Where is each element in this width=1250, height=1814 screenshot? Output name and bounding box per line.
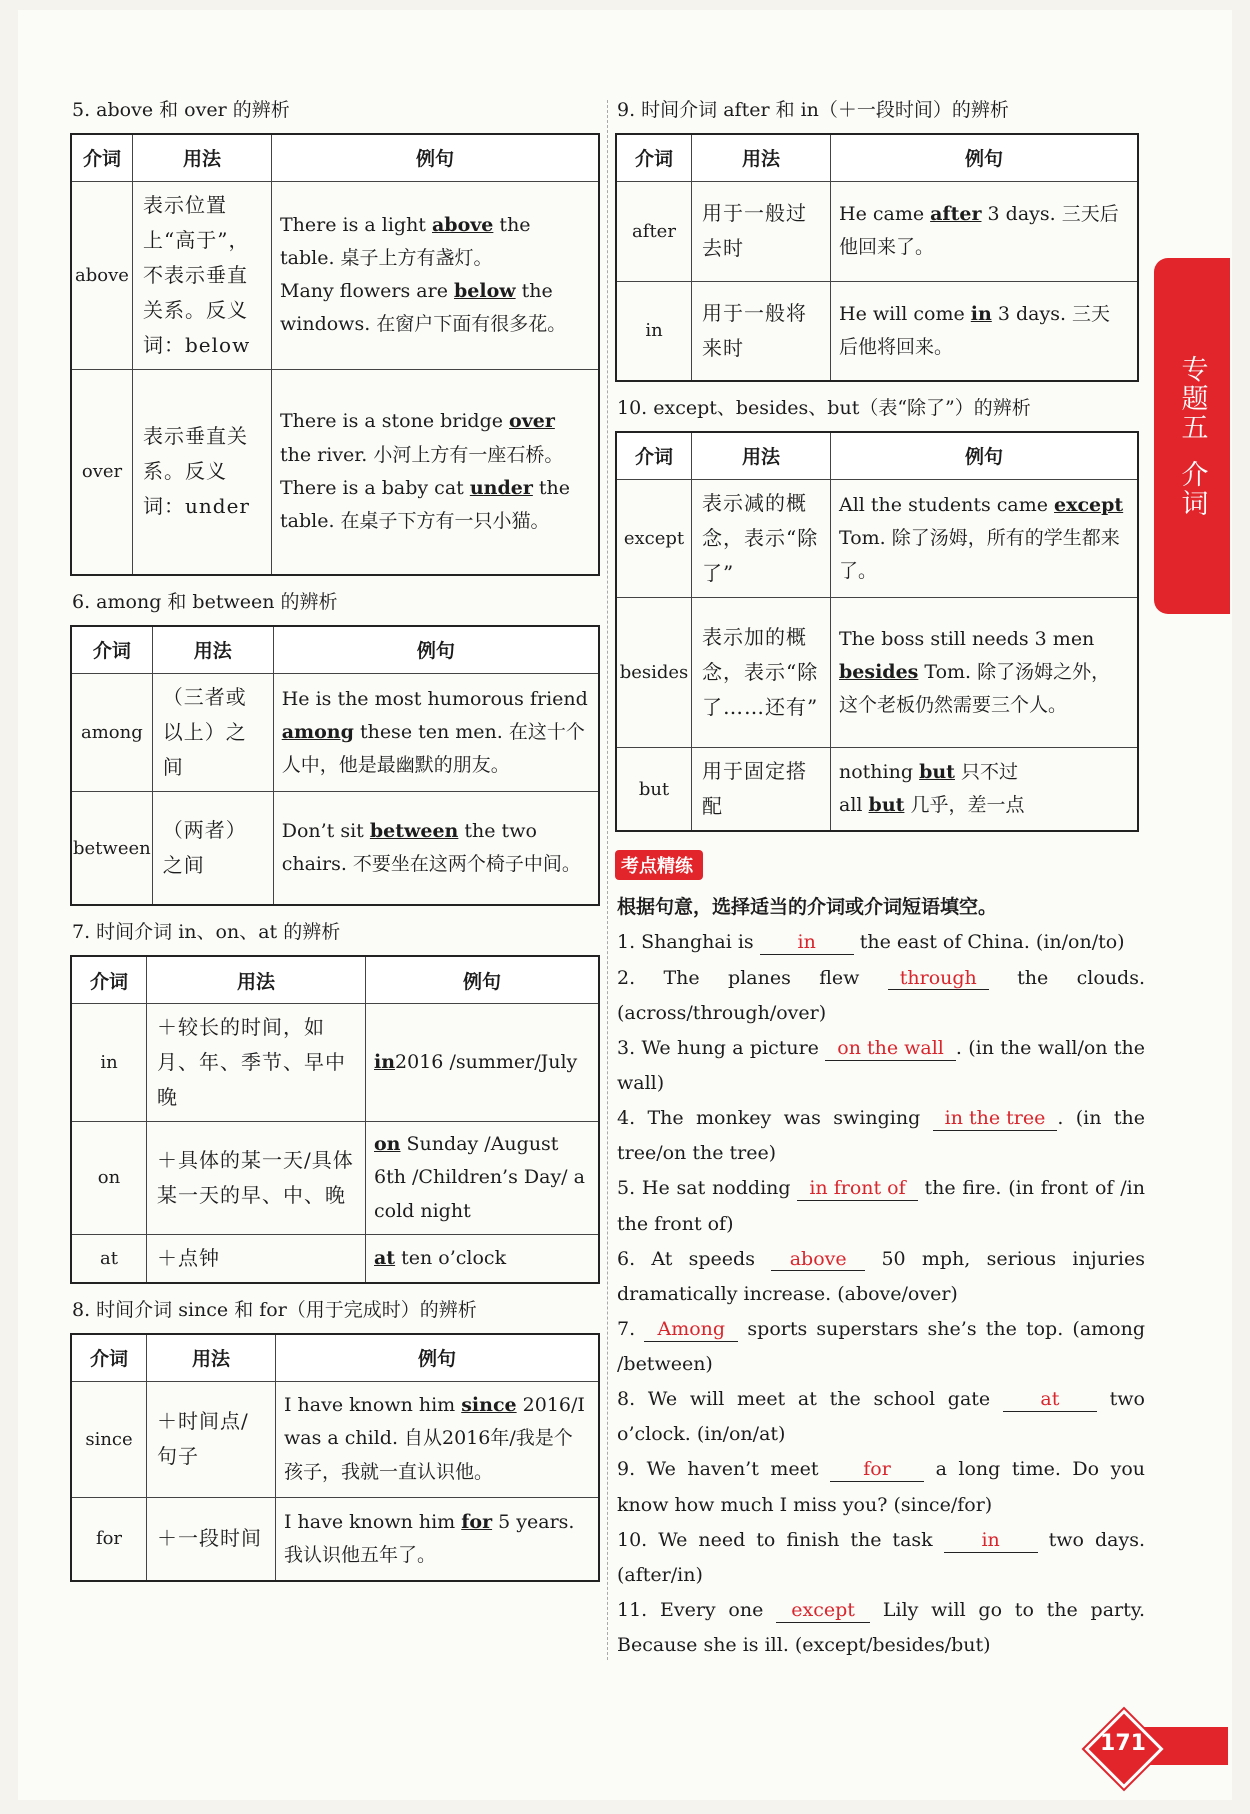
table-row (616, 747, 1138, 831)
header-prep: 介词 (616, 134, 692, 182)
prep-cell: on (71, 1122, 147, 1235)
answer-blank: above (771, 1248, 865, 1272)
table-row (71, 369, 599, 575)
example-cell: He came after 3 days. 三天后他回来了。 (831, 181, 1139, 281)
section-8-title: 8. 时间介词 since 和 for（用于完成时）的辨析 (72, 1298, 477, 1321)
usage-cell: 表示减的概念，表示“除了” (692, 479, 831, 597)
header-prep: 介词 (71, 1334, 147, 1382)
header-example: 例句 (831, 432, 1139, 480)
keyword: under (469, 476, 533, 499)
chapter-tab-subject: 介词 (1176, 459, 1208, 518)
keyword: on (374, 1133, 401, 1156)
left-column (70, 98, 600, 1596)
example-cell: All the students came except Tom. 除了汤姆，所有的学生都来了。 (831, 479, 1139, 597)
keyword: besides (839, 660, 919, 683)
section-10-title: 10. except、besides、but（表“除了”）的辨析 (617, 397, 1031, 420)
section-9-table (615, 133, 1139, 383)
header-usage: 用法 (147, 956, 366, 1004)
question-item: 10. We need to finish the task in two days. (after/in) (617, 1528, 1145, 1586)
column-divider (607, 100, 608, 1660)
chapter-side-tab (1154, 258, 1230, 614)
prep-cell: over (71, 369, 133, 575)
usage-cell: ＋时间点/句子 (147, 1381, 276, 1497)
prep-cell: besides (616, 597, 692, 747)
question-item: 3. We hung a picture on the wall . (in the wall/on the wall) (617, 1036, 1145, 1094)
example-cell: in2016 /summer/July (366, 1004, 600, 1122)
example-cell: He will come in 3 days. 三天后他将回来。 (831, 281, 1139, 381)
answer-blank: Among (644, 1318, 738, 1342)
question-item: 11. Every one except Lily will go to the party. Because she is ill. (except/besides/but) (617, 1599, 1145, 1657)
page-number-badge (1088, 1715, 1228, 1777)
keyword: between (369, 819, 459, 842)
answer-blank: at (1003, 1388, 1097, 1412)
example-cell: There is a light above the table. 桌子上方有盏灯。 Many flowers are below the windows. 在窗户下面有很多花。 (272, 181, 600, 369)
keyword: above (431, 213, 494, 236)
section-5-table (70, 133, 600, 577)
keyword: in (970, 302, 992, 325)
table-row (71, 1497, 599, 1581)
keyword: among (281, 720, 354, 743)
example-cell: on Sunday /August 6th /Children’s Day/ a cold night (366, 1122, 600, 1235)
prep-cell: since (71, 1381, 147, 1497)
table-header-row (71, 956, 599, 1004)
section-5-title: 5. above 和 over 的辨析 (72, 99, 290, 121)
usage-cell: ＋一段时间 (147, 1497, 276, 1581)
answer-blank: for (830, 1458, 924, 1482)
usage-cell: ＋较长的时间，如月、年、季节、早中晚 (147, 1004, 366, 1122)
table-row (616, 479, 1138, 597)
answer-blank: in (760, 931, 854, 955)
header-prep: 介词 (71, 626, 152, 674)
header-usage: 用法 (133, 134, 272, 182)
keyword: except (1054, 493, 1124, 516)
table-row (616, 181, 1138, 281)
prep-cell: except (616, 479, 692, 597)
keyword: in (374, 1050, 396, 1073)
question-item: 2. The planes flew through the clouds. (across/through/over) (617, 966, 1146, 1024)
header-example: 例句 (273, 626, 599, 674)
keyword: since (461, 1394, 517, 1417)
question-item: 1. Shanghai is in the east of China. (in/on/to) (617, 931, 1125, 954)
question-item: 9. We haven’t meet for a long time. Do you know how much I miss you? (since/for) (617, 1458, 1145, 1516)
answer-blank: in (944, 1529, 1038, 1553)
usage-cell: 表示位置上“高于”，不表示垂直关系。反义词：below (133, 181, 272, 369)
table-row (71, 791, 599, 905)
section-8-table (70, 1333, 600, 1583)
chapter-tab-topic: 专题五 (1176, 354, 1208, 442)
question-item: 5. He sat nodding in front of the fire. (in front of /in the front of) (617, 1177, 1145, 1235)
header-prep: 介词 (71, 956, 147, 1004)
example-cell: There is a stone bridge over the river. 小河上方有一座石桥。 There is a baby cat under the table. 在桌子下方有一只小猫。 (272, 369, 600, 575)
prep-cell: for (71, 1497, 147, 1581)
right-column (615, 98, 1145, 1663)
example-cell: I have known him since 2016/I was a child. 自从2016年/我是个孩子，我就一直认识他。 (276, 1381, 600, 1497)
usage-cell: 表示垂直关系。反义词：under (133, 369, 272, 575)
table-header-row (71, 1334, 599, 1382)
example-cell: Don’t sit between the two chairs. 不要坐在这两个椅子中间。 (273, 791, 599, 905)
keyword: but (919, 760, 955, 783)
answer-blank: except (776, 1599, 870, 1623)
section-7-title: 7. 时间介词 in、on、at 的辨析 (72, 921, 341, 944)
header-prep: 介词 (616, 432, 692, 480)
prep-cell: but (616, 747, 692, 831)
keyword: below (453, 280, 516, 303)
table-row (71, 673, 599, 791)
section-10-table (615, 431, 1139, 833)
header-example: 例句 (276, 1334, 600, 1382)
header-usage: 用法 (692, 134, 831, 182)
example-cell: The boss still needs 3 men besides Tom. 除了汤姆之外，这个老板仍然需要三个人。 (831, 597, 1139, 747)
answer-blank: on the wall (825, 1037, 956, 1061)
usage-cell: （两者）之间 (152, 791, 273, 905)
usage-cell: ＋具体的某一天/具体某一天的早、中、晚 (147, 1122, 366, 1235)
question-item: 7. Among sports superstars she’s the top. (among /between) (617, 1317, 1146, 1376)
header-example: 例句 (272, 134, 600, 182)
header-prep: 介词 (71, 134, 133, 182)
question-item: 8. We will meet at the school gate at two o’clock. (in/on/at) (617, 1388, 1145, 1446)
example-cell: nothing but 只不过 all but 几乎，差一点 (831, 747, 1139, 831)
table-header-row (71, 134, 599, 182)
question-item: 4. The monkey was swinging in the tree . (in the tree/on the tree) (617, 1107, 1145, 1165)
table-row (71, 1234, 599, 1283)
section-6-title: 6. among 和 between 的辨析 (72, 591, 338, 614)
keyword: after (930, 202, 982, 225)
table-row (71, 181, 599, 369)
prep-cell: between (71, 791, 152, 905)
table-row (71, 1004, 599, 1122)
keyword: over (509, 410, 555, 433)
keyword: for (461, 1510, 493, 1533)
usage-cell: ＋点钟 (147, 1234, 366, 1283)
header-usage: 用法 (692, 432, 831, 480)
usage-cell: 用于固定搭配 (692, 747, 831, 831)
prep-cell: after (616, 181, 692, 281)
prep-cell: in (71, 1004, 147, 1122)
page-number: 171 (1100, 1731, 1146, 1756)
table-header-row (616, 134, 1138, 182)
table-row (71, 1381, 599, 1497)
keyword: but (868, 794, 905, 817)
keyword: at (374, 1246, 396, 1269)
table-row (616, 597, 1138, 747)
prep-cell: in (616, 281, 692, 381)
section-9-title: 9. 时间介词 after 和 in（＋一段时间）的辨析 (617, 99, 1009, 121)
section-7-table (70, 955, 600, 1284)
example-cell: He is the most humorous friend among these ten men. 在这十个人中，他是最幽默的朋友。 (273, 673, 599, 791)
header-usage: 用法 (147, 1334, 276, 1382)
usage-cell: 用于一般过去时 (692, 181, 831, 281)
header-example: 例句 (366, 956, 600, 1004)
prep-cell: among (71, 673, 152, 791)
header-example: 例句 (831, 134, 1139, 182)
answer-blank: in front of (797, 1177, 917, 1201)
answer-blank: through (888, 967, 989, 991)
table-header-row (616, 432, 1138, 480)
usage-cell: 表示加的概念，表示“除了……还有” (692, 597, 831, 747)
prep-cell: above (71, 181, 133, 369)
table-row (71, 1122, 599, 1235)
answer-blank: in the tree (933, 1107, 1058, 1131)
header-usage: 用法 (152, 626, 273, 674)
usage-cell: 用于一般将来时 (692, 281, 831, 381)
prep-cell: at (71, 1234, 147, 1283)
question-item: 6. At speeds above 50 mph, serious injuries dramatically increase. (above/over) (617, 1247, 1145, 1305)
section-6-table (70, 625, 600, 907)
table-row (616, 281, 1138, 381)
practice-badge: 考点精练 (615, 850, 703, 880)
usage-cell: （三者或以上）之间 (152, 673, 273, 791)
question-list (615, 925, 1145, 1663)
example-cell: at ten o’clock (366, 1234, 600, 1283)
example-cell: I have known him for 5 years. 我认识他五年了。 (276, 1497, 600, 1581)
practice-instruction: 根据句意，选择适当的介词或介词短语填空。 (617, 896, 998, 919)
table-header-row (71, 626, 599, 674)
